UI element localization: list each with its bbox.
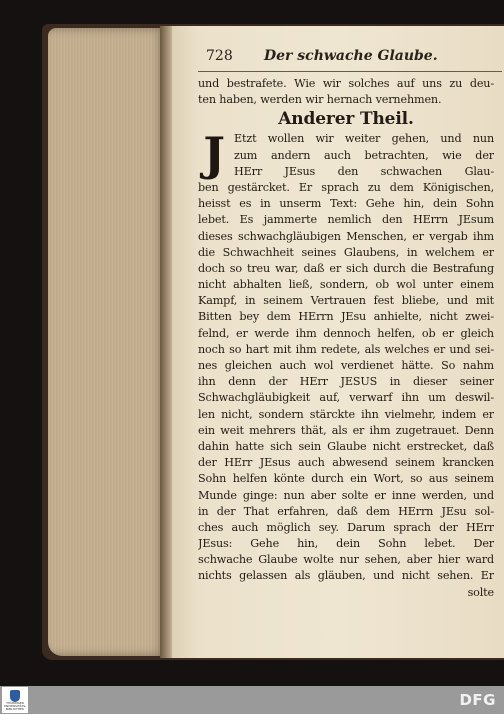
text-line: und bestrafete. Wie wir solches auf uns zu deu- [198,77,494,90]
text-line: schwache Glaube wolte nur sehen, aber hier ward [198,553,494,567]
catchword: solte [467,585,494,599]
logo-text-line: THÜRINGER [6,700,24,705]
text-line: in der That erfahren, daß dem HErrn JEsu sol- [198,504,494,518]
text-line: lebet. Es jammerte nemlich den HErrn JEsum [198,213,494,227]
running-title: Der schwache Glaube. [264,48,438,64]
header-rule [198,71,502,72]
text-line: Schwachgläubigkeit auf, verwarf ihn um deswil- [198,391,494,405]
logo-text-line: BIBLIOTHEK [6,706,24,711]
page-header [206,48,502,70]
drop-cap: J [203,127,225,182]
text-line: JEsus: Gehe hin, dein Sohn lebet. Der [198,537,494,551]
section-heading: Anderer Theil. [278,109,414,130]
logo-text-line: UNIVERSITÄTS- [3,703,27,708]
body-text [198,76,494,601]
viewer-footer [0,686,504,714]
text-line: die Schwachheit seines Glaubens, in welchem er [198,245,494,259]
text-line: heisst es in unserm Text: Gehe hin, dein Sohn [198,197,494,211]
text-line: Etzt wollen wir weiter gehen, und nun [234,132,494,146]
text-line: ches auch möglich sey. Darum sprach der HErr [198,520,494,534]
text-line: len nicht, sondern stärckte ihn vielmehr, indem er [198,407,494,421]
page-edges [48,28,166,656]
library-logo-icon [10,690,20,702]
dfg-logo[interactable]: DFG [459,691,496,709]
text-line: nicht abhalten ließ, sondern, ob wol unter einem [198,278,494,292]
text-line: zum andern auch betrachten, wie der [234,148,494,162]
paragraph-lines [198,180,494,585]
text-line: Kampf, in seinem Vertrauen fest bliebe, und mit [198,294,494,308]
text-line: nichts gelassen als gläuben, und nicht sehen. Er [198,569,494,583]
text-line: Munde ginge: nun aber solte er inne werden, und [198,488,494,502]
text-line: ihn denn der HErr JESUS in dieser seiner [198,375,494,389]
book-page [172,26,504,658]
text-line: der HErr JEsus auch abwesend seinem krancken [198,456,494,470]
logo-text [4,702,26,711]
text-line: felnd, er werde ihm dennoch helfen, ob er gleich [198,326,494,340]
text-line: ben gestärcket. Er sprach zu dem Königischen, [198,180,494,194]
library-logo[interactable] [2,687,28,713]
dropcap-paragraph [198,127,494,182]
text-line: ein weit mehrers thät, als er ihm zugetrauet. Denn [198,423,494,437]
text-line: dieses schwachgläubigen Menschen, er vergab ihm [198,229,494,243]
text-line: nes gleichen auch wol verdienet hätte. So nahm [198,359,494,372]
text-line: dahin hatte sich sein Glaube nicht erstrecket, daß [198,439,494,453]
text-line: Sohn helfen könte durch ein Wort, so aus seinem [198,472,494,486]
text-line: doch so treu war, daß er sich durch die Bestrafung [198,261,494,275]
page-number: 728 [206,48,233,64]
text-line: ten haben, werden wir hernach vernehmen. [198,93,442,107]
text-line: noch so hart mit ihm redete, als welches er und sei- [198,342,494,356]
text-line: HErr JEsus den schwachen Glau- [234,164,494,178]
text-line: Bitten bey dem HErrn JEsu anhielte, nicht zwei- [198,310,494,324]
